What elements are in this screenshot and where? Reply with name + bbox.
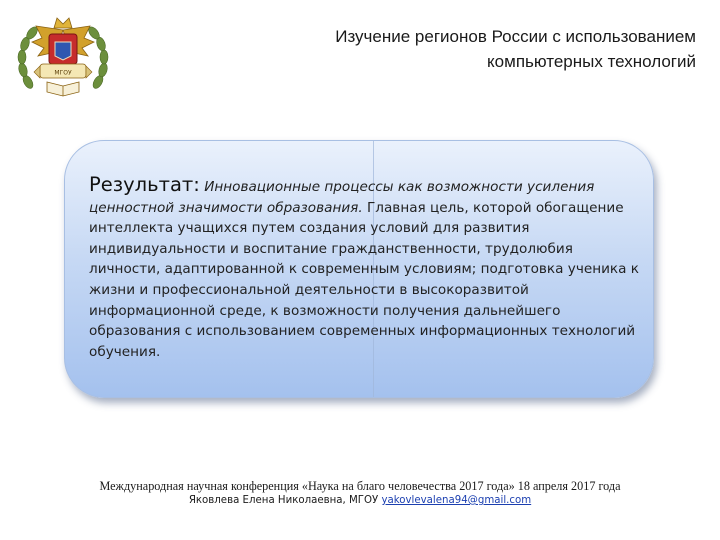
logo-text: МГОУ (54, 69, 72, 77)
coat-of-arms-emblem (14, 12, 112, 106)
result-card (64, 140, 654, 398)
result-italic-text: Инновационные процессы как возможности усиления ценностной значимости образования. (89, 179, 595, 216)
conference-info: Международная научная конференция «Наука на благо человечества 2017 года» 18 апреля 2017 года (99, 479, 621, 493)
author-name: Яковлева Елена Николаевна, МГОУ (188, 495, 379, 506)
result-text (89, 175, 645, 362)
university-logo (14, 12, 112, 106)
author-info (0, 494, 720, 508)
header-title-line-1: Изучение регионов России с использованием (335, 27, 696, 46)
slide-header (226, 24, 696, 74)
header-title-line-2: компьютерных технологий (487, 52, 696, 71)
author-email-link[interactable]: yakovlevalena94@gmail.com (381, 495, 532, 506)
result-body-text: Главная цель, которой обогащение интеллекта учащихся путем создания условий для развития индивидуальности и воспитание гражданственности, трудолюбия личности, адаптированной к современным условиям; подготовка ученика к жизни и профессиональной деятельности в высокоразвитой информационной среде, к возможности получения дальнейшего образования с использованием современных информационных технологий обучения. (89, 199, 640, 360)
result-lead: Результат: (89, 173, 200, 196)
slide-footer (0, 478, 720, 508)
